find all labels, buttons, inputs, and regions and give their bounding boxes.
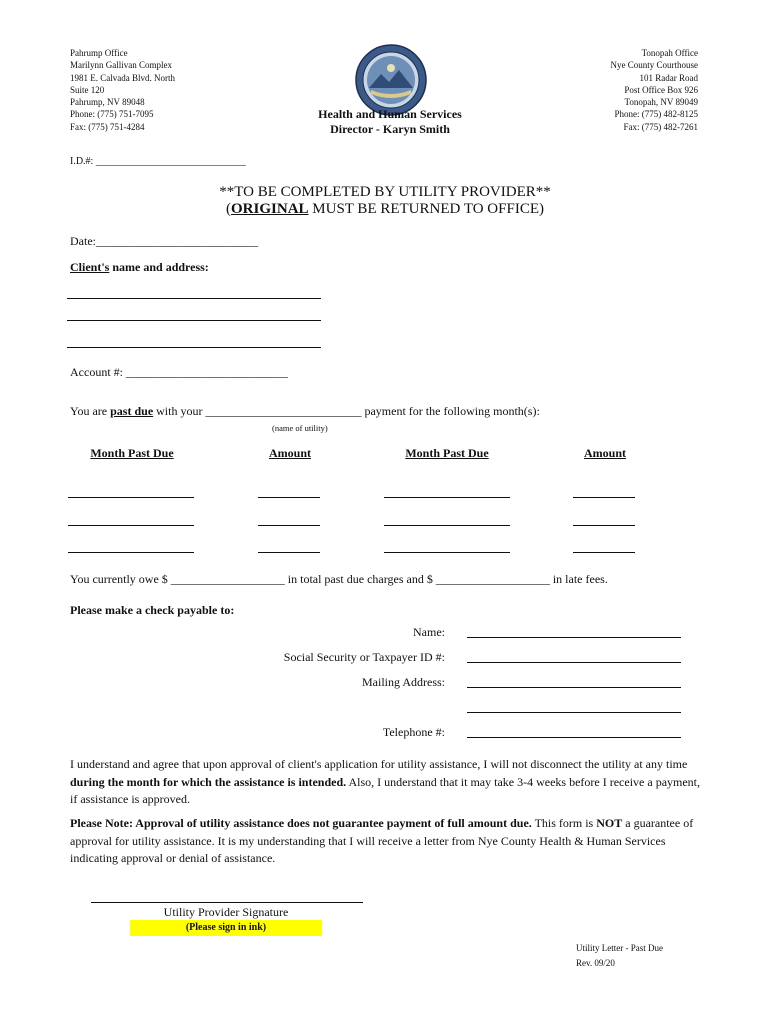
taxpayer-id-field[interactable] [467, 662, 681, 663]
utility-name-note: (name of utility) [272, 423, 328, 433]
address-line: Post Office Box 926 [624, 84, 698, 95]
header-amount-2: Amount [583, 446, 626, 460]
address-line: Fax: (775) 751-4284 [70, 121, 145, 132]
past-due-emphasis: past due [110, 404, 154, 418]
amount-field[interactable] [573, 497, 635, 498]
original-emphasis: ORIGINAL [231, 201, 309, 217]
client-address-line-2[interactable] [67, 320, 321, 321]
pahrump-office-address [70, 47, 175, 133]
mailing-address-label: Mailing Address: [362, 675, 445, 689]
department-name: Health and Human Services [318, 107, 462, 121]
address-line: 1981 E. Calvada Blvd. North [70, 72, 175, 83]
amount-field[interactable] [258, 552, 320, 553]
check-payable-heading: Please make a check payable to: [70, 603, 235, 617]
tonopah-office-address [611, 47, 699, 133]
note-emphasis: Please Note: Approval of utility assistance does not guarantee payment of full amount due. [70, 816, 532, 830]
note-paragraph: Please Note: Approval of utility assistance does not guarantee payment of full amount due. This form is NOT a guarantee of approval for utility assistance. It is my understanding that I will receive a letter from Nye County Health & Human Services indicating approval or denial of assistance. [70, 816, 694, 865]
title-line-2: (ORIGINAL MUST BE RETURNED TO OFFICE) [226, 201, 544, 217]
amount-field[interactable] [573, 552, 635, 553]
address-line: Fax: (775) 482-7261 [623, 121, 698, 132]
amount-field[interactable] [573, 525, 635, 526]
amount-field[interactable] [258, 525, 320, 526]
month-field[interactable] [68, 552, 194, 553]
month-field[interactable] [384, 525, 510, 526]
mailing-address-field-1[interactable] [467, 687, 681, 688]
address-line: Nye County Courthouse [610, 60, 698, 71]
not-emphasis: NOT [596, 816, 623, 830]
signature-label: Utility Provider Signature [163, 905, 289, 919]
director-name: Director - Karyn Smith [330, 122, 450, 136]
address-line: Tonopah Office [641, 48, 698, 58]
taxpayer-id-label: Social Security or Taxpayer ID #: [283, 650, 445, 664]
agreement-emphasis: during the month for which the assistance is intended. [70, 774, 347, 789]
mailing-address-field-2[interactable] [467, 712, 681, 713]
form-revision: Rev. 09/20 [576, 958, 615, 968]
address-line: Pahrump Office [70, 48, 128, 58]
address-line: Suite 120 [70, 84, 105, 95]
month-field[interactable] [68, 525, 194, 526]
client-address-line-3[interactable] [67, 347, 321, 348]
date-field[interactable]: Date:___________________________ [70, 234, 258, 248]
form-footer [576, 941, 663, 971]
form-name: Utility Letter - Past Due [576, 943, 663, 953]
header-month-past-due-1: Month Past Due [90, 446, 174, 460]
signature-field[interactable] [91, 902, 363, 903]
agreement-paragraph: I understand and agree that upon approval of client's application for utility assistance, I will not disconnect the utility at any time during the month for which the assistance is intended. Also, I understand that it may take 3-4 weeks before I receive a payment, if assistance is approved. [70, 757, 701, 806]
payee-name-field[interactable] [467, 637, 681, 638]
client-label: Client's name and address: [70, 260, 209, 274]
header-amount-1: Amount [268, 446, 311, 460]
address-line: Pahrump, NV 89048 [70, 97, 145, 108]
past-due-sentence: You are past due with your __________________________ payment for the following month(s): [70, 404, 540, 418]
address-line: Marilynn Gallivan Complex [70, 60, 172, 71]
telephone-field[interactable] [467, 737, 681, 738]
client-address-line-1[interactable] [67, 298, 321, 299]
month-field[interactable] [384, 497, 510, 498]
sign-in-ink-note: (Please sign in ink) [130, 920, 322, 936]
address-line: Tonopah, NV 89049 [624, 97, 698, 108]
county-seal-icon [355, 44, 427, 116]
amount-owed-sentence[interactable]: You currently owe $ ___________________ in total past due charges and $ ___________________ in late fees. [70, 572, 608, 586]
month-field[interactable] [68, 497, 194, 498]
id-field[interactable]: I.D.#: ______________________________ [70, 156, 246, 167]
telephone-label: Telephone #: [382, 725, 445, 739]
form-title [0, 184, 770, 218]
address-line: Phone: (775) 751-7095 [70, 109, 154, 120]
amount-field[interactable] [258, 497, 320, 498]
account-field[interactable]: Account #: ___________________________ [70, 365, 288, 379]
header-month-past-due-2: Month Past Due [405, 446, 489, 460]
month-field[interactable] [384, 552, 510, 553]
title-line-1: **TO BE COMPLETED BY UTILITY PROVIDER** [219, 184, 551, 200]
address-line: 101 Radar Road [639, 72, 698, 83]
payee-name-label: Name: [413, 625, 445, 639]
address-line: Phone: (775) 482-8125 [614, 109, 698, 120]
